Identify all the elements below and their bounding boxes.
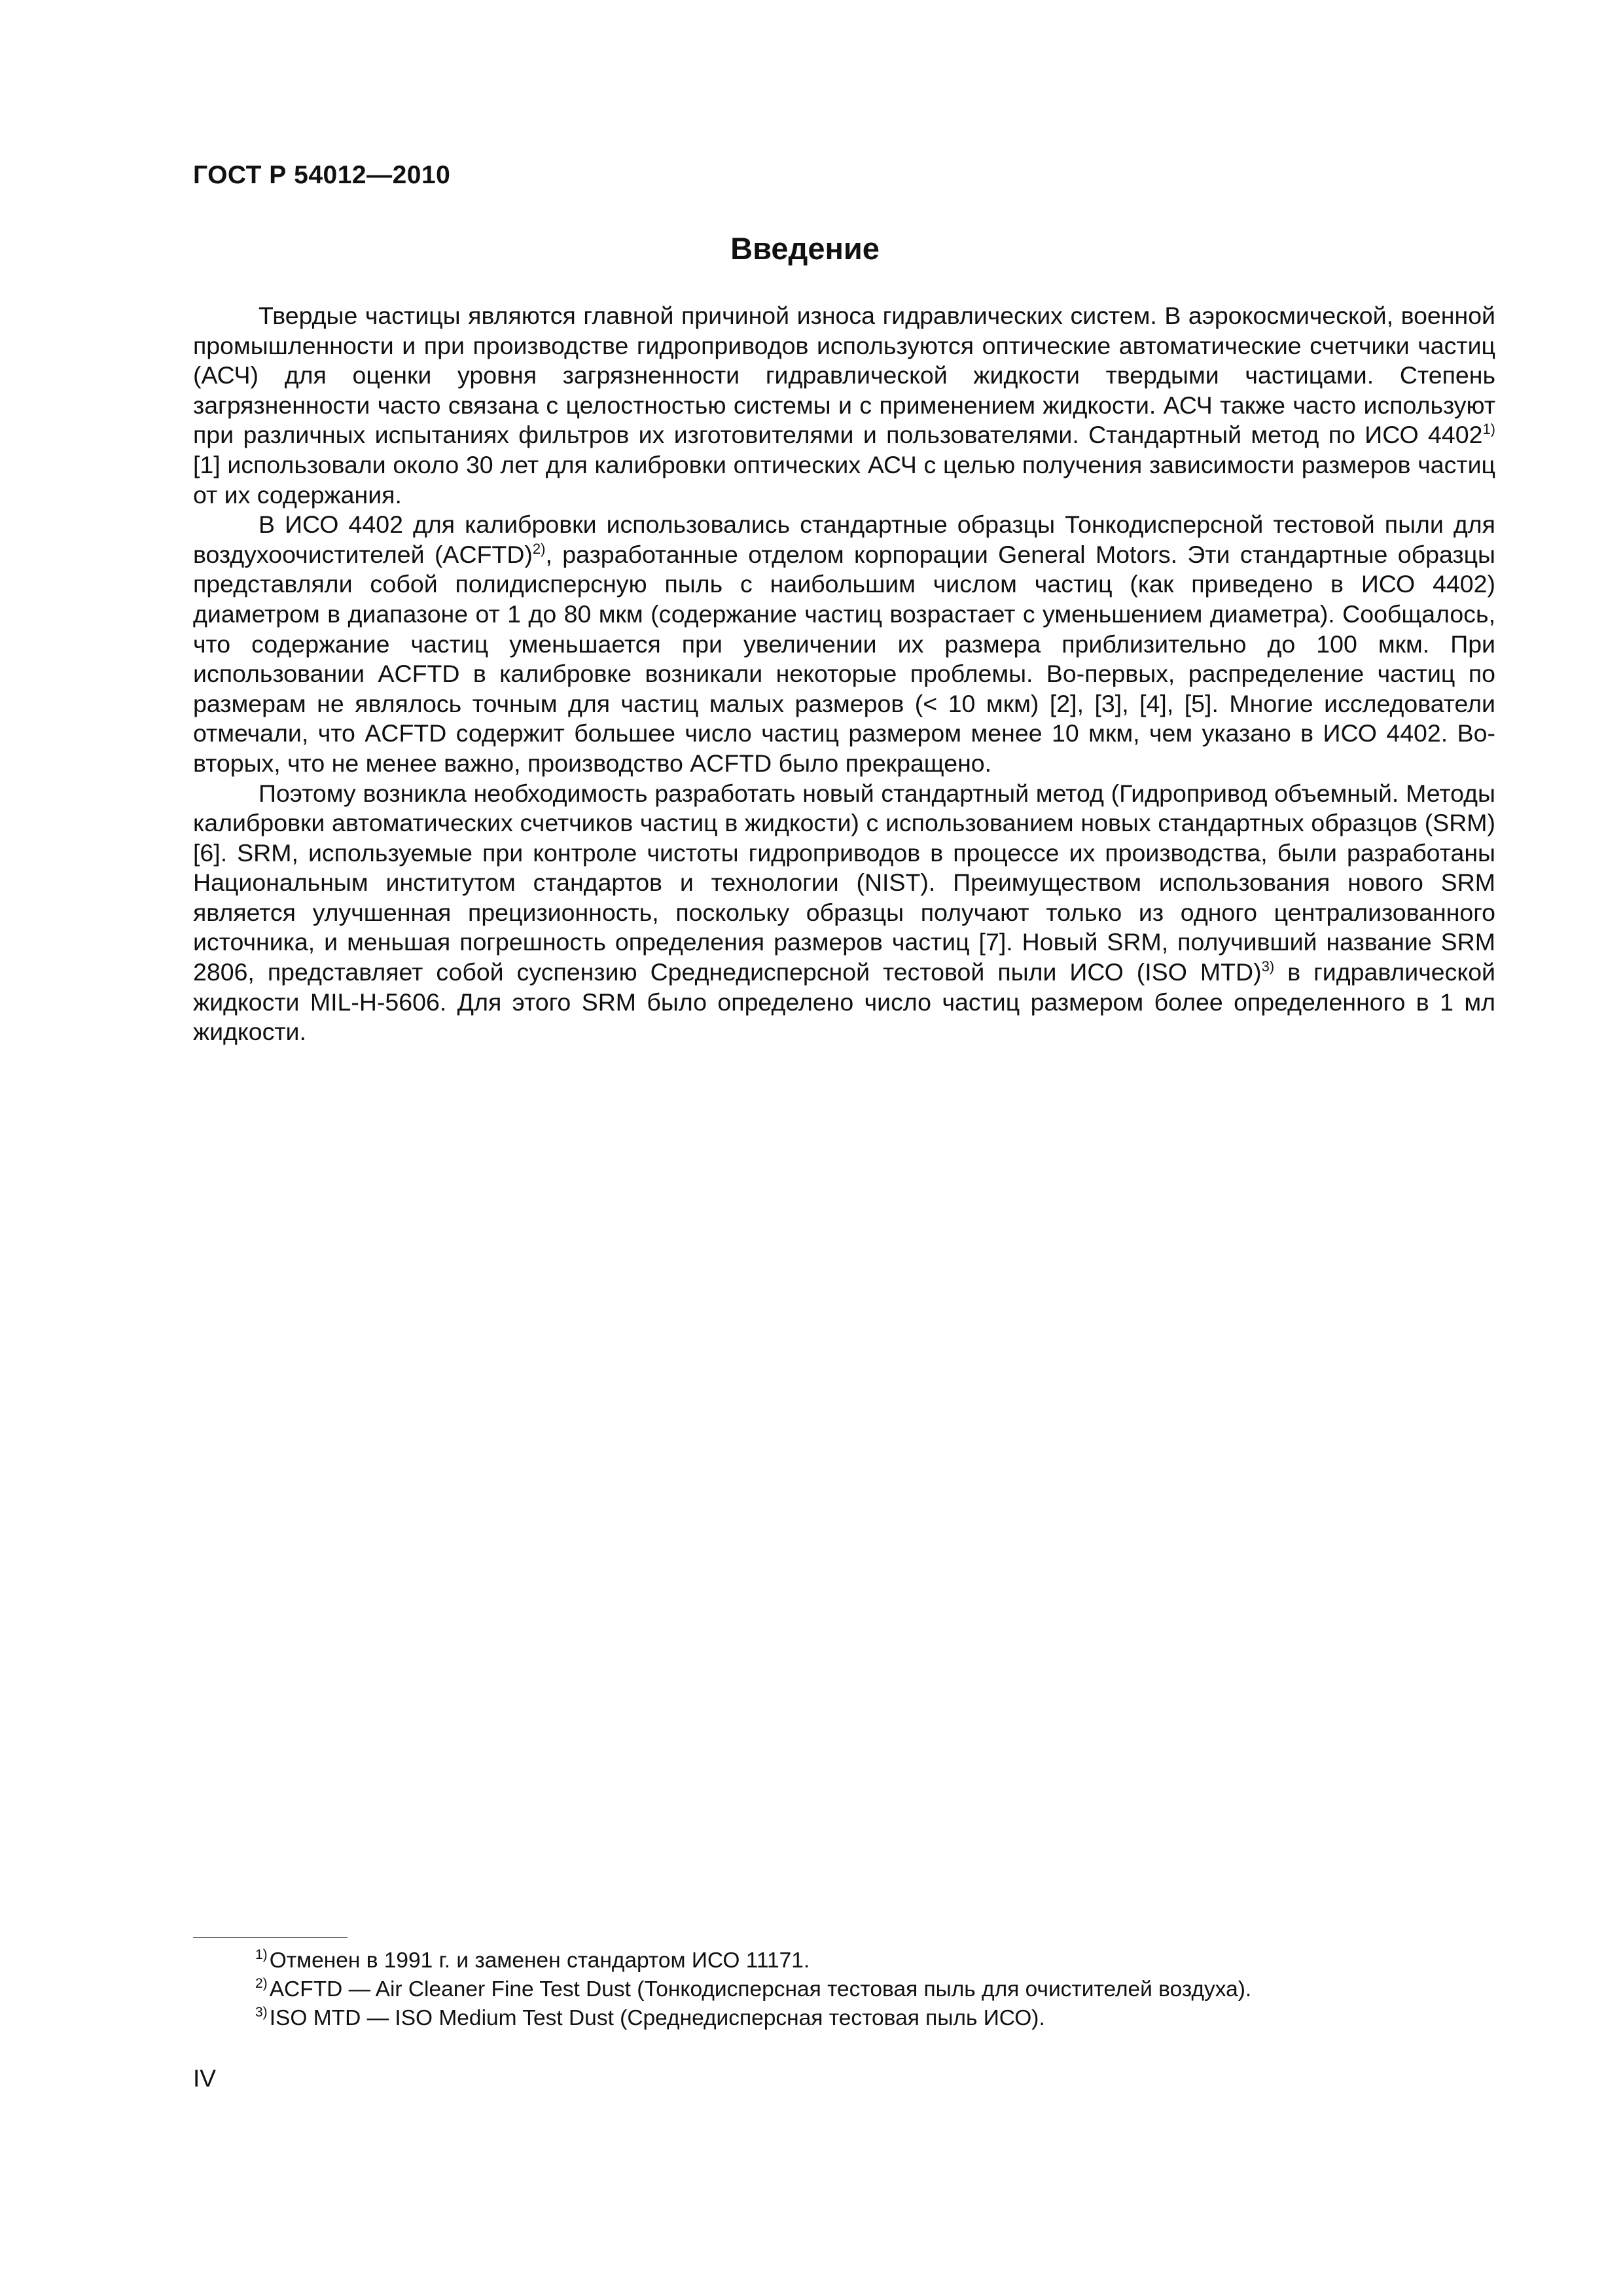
footnote-3	[255, 2004, 1499, 2033]
footnote-1	[255, 1946, 1499, 1975]
paragraph-3-text-b: в гидравлической жидкости MIL-H-5606. Для этого SRM было определено число частиц размером более определенного в 1 мл жидкости.	[193, 958, 1495, 1046]
section-title: Введение	[730, 231, 880, 266]
document-id-header: ГОСТ Р 54012—2010	[193, 161, 451, 189]
paragraph-1-text-b: [1] использовали около 30 лет для калибровки оптических АСЧ с целью получения зависимости размеров частиц от их содержания.	[193, 450, 1495, 509]
footnote-ref-1: 1)	[1482, 421, 1495, 438]
footnote-ref-3: 3)	[1261, 958, 1275, 975]
paragraph-3	[193, 779, 1495, 1047]
paragraph-1	[193, 301, 1495, 510]
footnote-ref-2: 2)	[532, 540, 546, 557]
paragraph-1-text-a: Твердые частицы являются главной причиной износа гидравлических систем. В аэрокосмической, военной промышленности и при производстве гидроприводов используются оптические автоматические счетчики частиц (АСЧ) для оценки уровня загрязненности гидравлической жидкости твердыми частицами. Степень загрязненности часто связана с целостностью системы и с применением жидкости. АСЧ также часто используют при различных испытаниях фильтров их изготовителями и пользователями. Стандартный метод по ИСО 4402	[193, 302, 1495, 449]
footnote-mark: 3)	[255, 2005, 268, 2020]
paragraph-2-text-a: В ИСО 4402 для калибровки использовались стандартные образцы Тонкодисперсной тестовой пыли для воздухоочистителей (ACFTD)	[193, 511, 1495, 568]
footnote-text: ACFTD — Air Cleaner Fine Test Dust (Тонкодисперсная тестовая пыль для очистителей воздуха).	[269, 1977, 1252, 2001]
paragraph-2-text-b: , разработанные отделом корпорации General Motors. Эти стандартные образцы представляли собой полидисперсную пыль с наибольшим числом частиц (как приведено в ИСО 4402) диаметром в диапазоне от 1 до 80 мкм (содержание частиц возрастает с уменьшением диаметра). Сообщалось, что содержание частиц уменьшается при увеличении их размера приблизительно до 100 мкм. При использовании ACFTD в калибровке возникали некоторые проблемы. Во-первых, распределение частиц по размерам не являлось точным для частиц малых размеров (< 10 мкм) [2], [3], [4], [5]. Многие исследователи отмечали, что ACFTD содержит большее число частиц размером менее 10 мкм, чем указано в ИСО 4402. Во-вторых, что не менее важно, производство ACFTD было прекращено.	[193, 540, 1496, 777]
paragraph-3-text-a: Поэтому возникла необходимость разработать новый стандартный метод (Гидропривод объемный. Методы калибровки автоматических счетчиков частиц в жидкости) с использованием новых стандартных образцов (SRM) [6]. SRM, используемые при контроле чистоты гидроприводов в процессе их производства, были разработаны Национальным институтом стандартов и технологии (NIST). Преимуществом использования нового SRM является улучшенная прецизионность, поскольку образцы получают только из одного централизованного источника, и меньшая погрешность определения размеров частиц [7]. Новый SRM, получивший название SRM 2806, представляет собой суспензию Среднедисперсной тестовой пыли ИСО (ISO MTD)	[193, 779, 1495, 986]
footnote-text: Отменен в 1991 г. и заменен стандартом ИСО 11171.	[269, 1948, 810, 1973]
footnote-mark: 1)	[255, 1947, 268, 1962]
body-text	[193, 301, 1495, 1047]
footnotes	[255, 1946, 1499, 2033]
footnote-text: ISO MTD — ISO Medium Test Dust (Среднедисперсная тестовая пыль ИСО).	[269, 2006, 1045, 2030]
paragraph-2	[193, 510, 1495, 778]
page-number: IV	[193, 2065, 216, 2092]
footnote-separator	[193, 1937, 348, 1938]
footnote-2	[255, 1975, 1499, 2004]
footnote-mark: 2)	[255, 1976, 268, 1991]
